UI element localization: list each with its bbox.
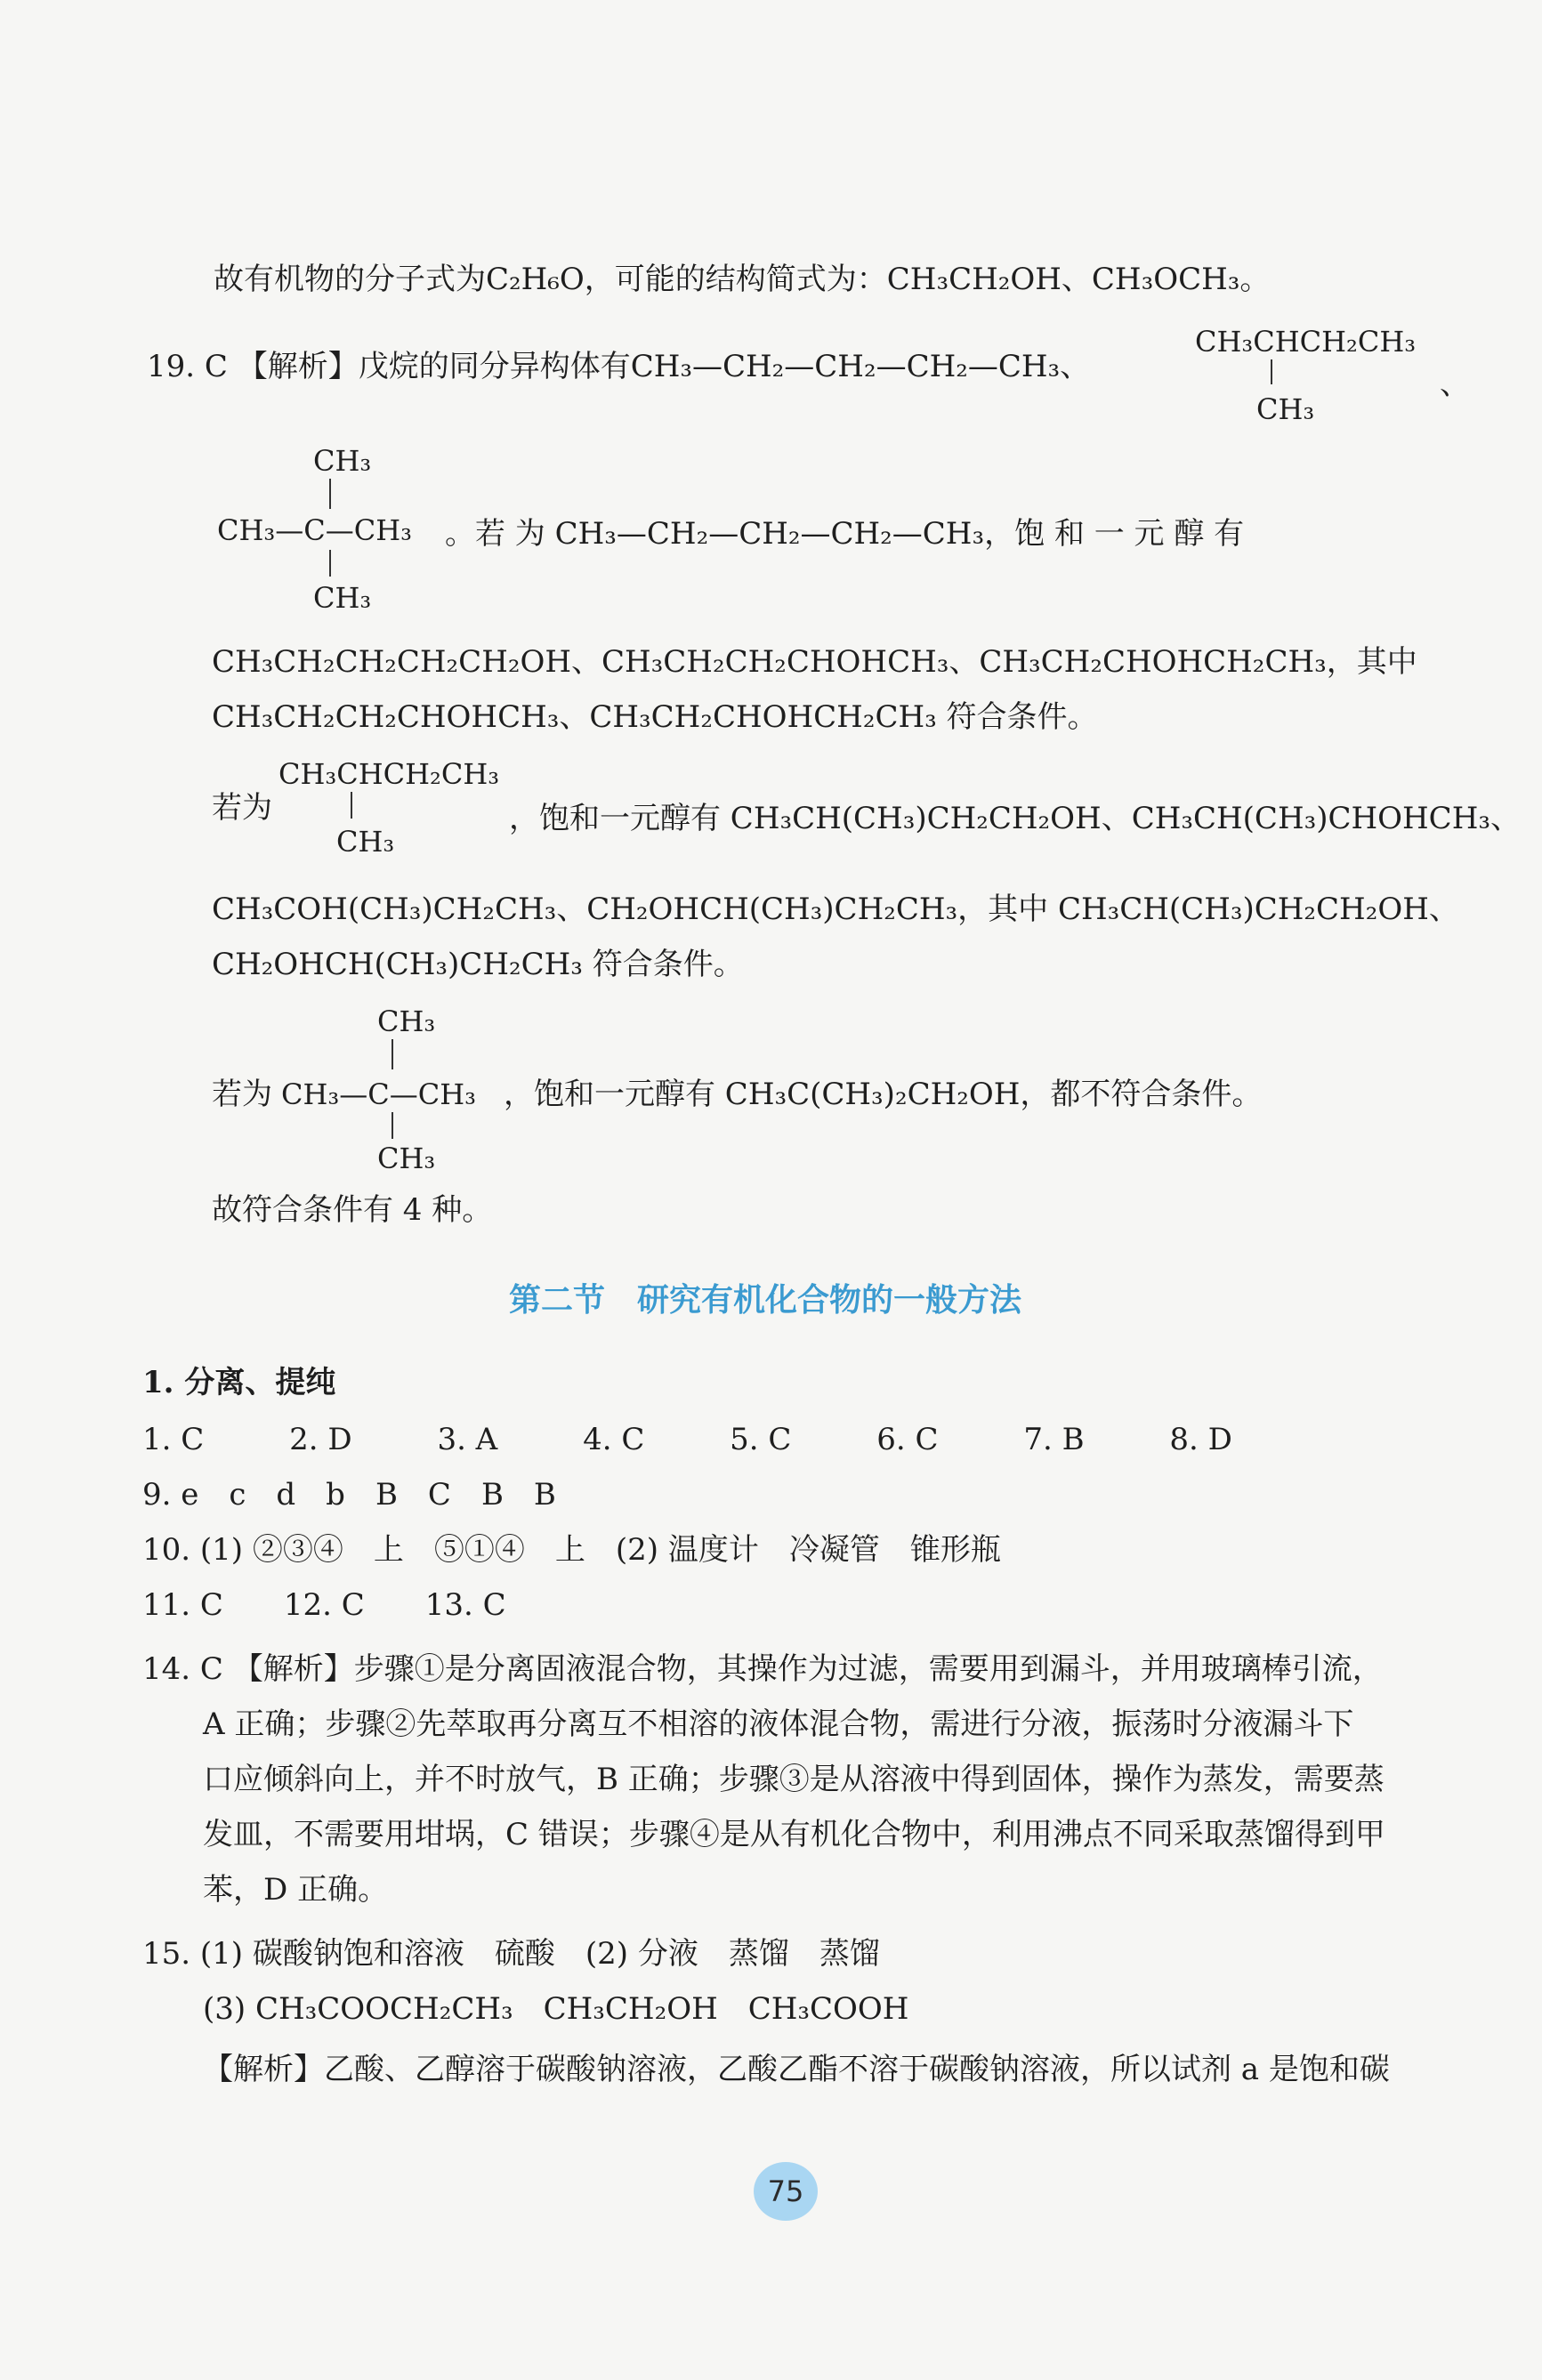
isopentane-top: CH₃CHCH₂CH₃ bbox=[1195, 325, 1417, 359]
bond-line bbox=[392, 1112, 393, 1139]
answer-1: 1. C bbox=[142, 1422, 205, 1457]
q19-line5-prefix: 若为 bbox=[212, 790, 272, 826]
answer-4: 4. C bbox=[583, 1422, 645, 1457]
q19-line2: 。若 为 CH₃—CH₂—CH₂—CH₂—CH₃，饱 和 一 元 醇 有 bbox=[445, 516, 1245, 552]
q15-line1: 15. (1) 碳酸钠饱和溶液 硫酸 (2) 分液 蒸馏 蒸馏 bbox=[142, 1936, 880, 1972]
answer-row-4: 11. C 12. C 13. C bbox=[142, 1587, 506, 1623]
separator: 、 bbox=[1440, 367, 1470, 402]
q14-line2: A 正确；步骤②先萃取再分离互不相溶的液体混合物，需进行分液，振荡时分液漏斗下 bbox=[203, 1706, 1354, 1742]
neo-bottom: CH₃ bbox=[377, 1142, 436, 1175]
q14-line1: 14. C 【解析】步骤①是分离固液混合物，其操作为过滤，需要用到漏斗，并用玻璃棒引流， bbox=[142, 1651, 1383, 1687]
q19-line8: ，饱和一元醇有 CH₃C(CH₃)₂CH₂OH，都不符合条件。 bbox=[504, 1077, 1263, 1112]
neopentane-top: CH₃ bbox=[313, 444, 372, 478]
neopentane-middle: CH₃—C—CH₃ bbox=[217, 513, 412, 547]
answer-2: 2. D bbox=[289, 1422, 352, 1457]
q19-line5: ，饱和一元醇有 CH₃CH(CH₃)CH₂CH₂OH、CH₃CH(CH₃)CHOHCH₃、 bbox=[509, 801, 1521, 836]
branch-top: CH₃CHCH₂CH₃ bbox=[279, 757, 500, 791]
answer-row-2: 9. e c d b B C B B bbox=[142, 1477, 556, 1513]
answer-6: 6. C bbox=[876, 1422, 939, 1457]
answer-8: 8. D bbox=[1169, 1422, 1232, 1457]
q19-line3: CH₃CH₂CH₂CH₂CH₂OH、CH₃CH₂CH₂CHOHCH₃、CH₃CH₂CHOHCH₂CH₃，其中 bbox=[212, 644, 1417, 680]
answer-7: 7. B bbox=[1023, 1422, 1085, 1457]
neopentane-bottom: CH₃ bbox=[313, 581, 372, 615]
section-title: 第二节 研究有机化合物的一般方法 bbox=[509, 1282, 1022, 1319]
q19-conclusion: 故符合条件有 4 种。 bbox=[212, 1192, 493, 1228]
q19-line7: CH₂OHCH(CH₃)CH₂CH₃ 符合条件。 bbox=[212, 947, 744, 982]
bond-line bbox=[329, 479, 331, 509]
q15-line3: 【解析】乙酸、乙醇溶于碳酸钠溶液，乙酸乙酯不溶于碳酸钠溶液，所以试剂 a 是饱和碳 bbox=[203, 2052, 1390, 2087]
subsection-heading: 1. 分离、提纯 bbox=[142, 1365, 336, 1400]
bond-line bbox=[351, 792, 352, 819]
bond-line bbox=[329, 550, 331, 577]
q19-intro: 19. C 【解析】戊烷的同分异构体有CH₃—CH₂—CH₂—CH₂—CH₃、 bbox=[147, 349, 1091, 384]
answer-5: 5. C bbox=[730, 1422, 792, 1457]
q15-line2: (3) CH₃COOCH₂CH₃ CH₃CH₂OH CH₃COOH bbox=[203, 1991, 909, 2027]
bond-line bbox=[1271, 359, 1272, 384]
isopentane-bottom: CH₃ bbox=[1256, 392, 1315, 426]
page-number-badge: 75 bbox=[754, 2162, 818, 2221]
q19-line8-prefix: 若为 bbox=[212, 1077, 272, 1112]
answer-3: 3. A bbox=[437, 1422, 498, 1457]
line-formula-conclusion: 故有机物的分子式为C₂H₆O，可能的结构简式为：CH₃CH₂OH、CH₃OCH₃。 bbox=[214, 262, 1271, 297]
branch-bottom: CH₃ bbox=[336, 825, 395, 859]
neo-top: CH₃ bbox=[377, 1004, 436, 1038]
neo-middle: CH₃—C—CH₃ bbox=[281, 1077, 476, 1111]
q14-line4: 发皿，不需要用坩埚，C 错误；步骤④是从有机化合物中，利用沸点不同采取蒸馏得到甲 bbox=[203, 1817, 1385, 1852]
q19-line4: CH₃CH₂CH₂CHOHCH₃、CH₃CH₂CHOHCH₂CH₃ 符合条件。 bbox=[212, 699, 1098, 735]
answer-row-1 bbox=[142, 1420, 1232, 1459]
q14-line3: 口应倾斜向上，并不时放气，B 正确；步骤③是从溶液中得到固体，操作为蒸发，需要蒸 bbox=[203, 1762, 1385, 1797]
q19-line6: CH₃COH(CH₃)CH₂CH₃、CH₂OHCH(CH₃)CH₂CH₃，其中 CH₃CH(CH₃)CH₂CH₂OH、 bbox=[212, 891, 1459, 927]
answer-row-3: 10. (1) ②③④ 上 ⑤①④ 上 (2) 温度计 冷凝管 锥形瓶 bbox=[142, 1532, 1001, 1568]
bond-line bbox=[392, 1039, 393, 1069]
q14-line5: 苯，D 正确。 bbox=[203, 1872, 389, 1908]
